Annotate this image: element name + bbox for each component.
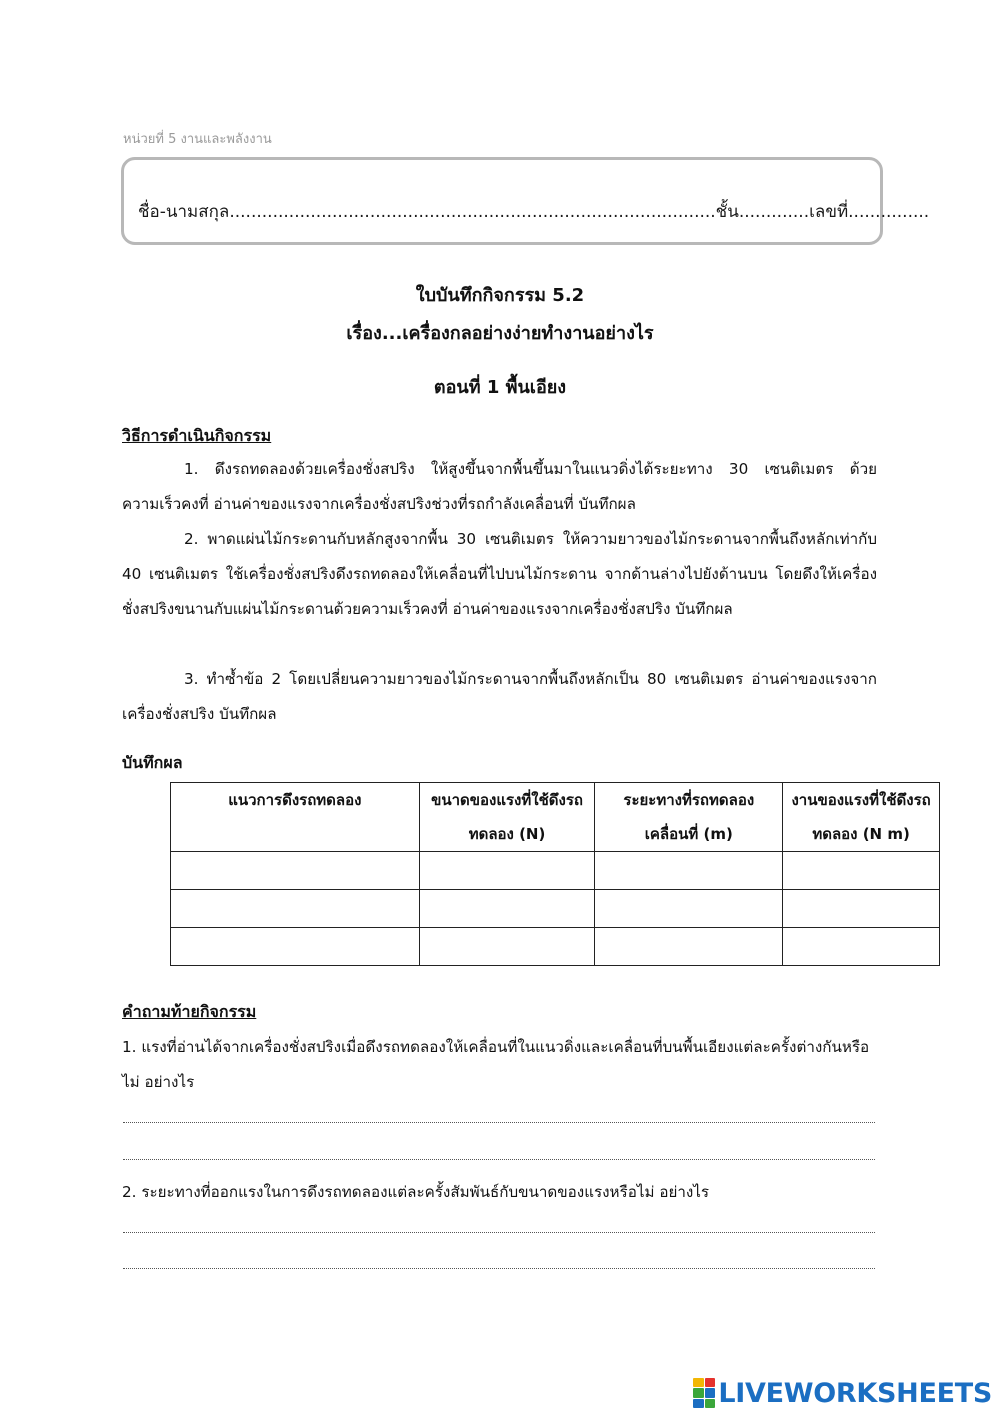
table-cell[interactable] (783, 852, 940, 890)
table-row (171, 928, 940, 966)
questions-heading: คำถามท้ายกิจกรรม (122, 1002, 257, 1021)
table-cell[interactable] (419, 852, 595, 890)
worksheet-title: ใบบันทึกกิจกรรม 5.2 (415, 285, 585, 306)
answer-line-3[interactable] (123, 1232, 875, 1233)
column-header: แนวการดึงรถทดลอง (171, 783, 420, 852)
unit-label: หน่วยที่ 5 งานและพลังงาน (123, 132, 272, 147)
table-cell[interactable] (171, 890, 420, 928)
brand-name: LIVEWORKSHEETS (718, 1377, 992, 1409)
table-cell[interactable] (783, 928, 940, 966)
table-cell[interactable] (419, 890, 595, 928)
table-header-row (171, 783, 940, 852)
column-header: ขนาดของแรงที่ใช้ดึงรถทดลอง (N) (419, 783, 595, 852)
table-row (171, 852, 940, 890)
question-2: 2. ระยะทางที่ออกแรงในการดึงรถทดลองแต่ละครั้งสัมพันธ์กับขนาดของแรงหรือไม่ อย่างไร (122, 1183, 710, 1201)
liveworksheets-logo (693, 1376, 992, 1410)
table-cell[interactable] (171, 852, 420, 890)
method-step-2: 2. พาดแผ่นไม้กระดานกับหลักสูงจากพื้น 30 เซนติเมตร ให้ความยาวของไม้กระดานจากพื้นถึงหลักเท่ากับ 40 เซนติเมตร ใช้เครื่องชั่งสปริงดึงรถทดลองให้เคลื่อนที่ไปบนไม้กระดาน จากด้านล่างไปยังด้านบน โดยดึงให้เครื่องชั่งสปริงขนานกับแผ่นไม้กระดานด้วยความเร็วคงที่ อ่านค่าของแรงจากเครื่องชั่งสปริง บันทึกผล (122, 530, 877, 618)
student-info-line[interactable]: ชื่อ-นามสกุล..........................................................................................ชั้น.............เลขที่............... (138, 202, 930, 222)
column-header: งานของแรงที่ใช้ดึงรถทดลอง (N m) (783, 783, 940, 852)
worksheet-part: ตอนที่ 1 พื้นเอียง (433, 377, 567, 398)
column-header: ระยะทางที่รถทดลองเคลื่อนที่ (m) (595, 783, 783, 852)
table-row (171, 890, 940, 928)
table-cell[interactable] (595, 890, 783, 928)
table-cell[interactable] (783, 890, 940, 928)
answer-line-4[interactable] (123, 1268, 875, 1269)
results-table (170, 782, 940, 966)
answer-line-2[interactable] (123, 1159, 875, 1160)
method-step-3: 3. ทำซ้ำข้อ 2 โดยเปลี่ยนความยาวของไม้กระดานจากพื้นถึงหลักเป็น 80 เซนติเมตร อ่านค่าของแรงจากเครื่องชั่งสปริง บันทึกผล (122, 670, 877, 723)
method-step-1: 1. ดึงรถทดลองด้วยเครื่องชั่งสปริง ให้สูงขึ้นจากพื้นขึ้นมาในแนวดิ่งได้ระยะทาง 30 เซนติเมตร ด้วยความเร็วคงที่ อ่านค่าของแรงจากเครื่องชั่งสปริงช่วงที่รถกำลังเคลื่อนที่ บันทึกผล (122, 460, 877, 513)
table-cell[interactable] (171, 928, 420, 966)
logo-blocks-icon (693, 1378, 715, 1408)
table-cell[interactable] (419, 928, 595, 966)
table-cell[interactable] (595, 852, 783, 890)
answer-line-1[interactable] (123, 1122, 875, 1123)
table-cell[interactable] (595, 928, 783, 966)
question-1: 1. แรงที่อ่านได้จากเครื่องชั่งสปริงเมื่อดึงรถทดลองให้เคลื่อนที่ในแนวดิ่งและเคลื่อนที่บนพื้นเอียงแต่ละครั้งต่างกันหรือไม่ อย่างไร (122, 1038, 870, 1091)
record-heading: บันทึกผล (122, 753, 183, 772)
worksheet-subject: เรื่อง...เครื่องกลอย่างง่ายทำงานอย่างไร (346, 323, 654, 344)
method-heading: วิธีการดำเนินกิจกรรม (122, 426, 272, 445)
